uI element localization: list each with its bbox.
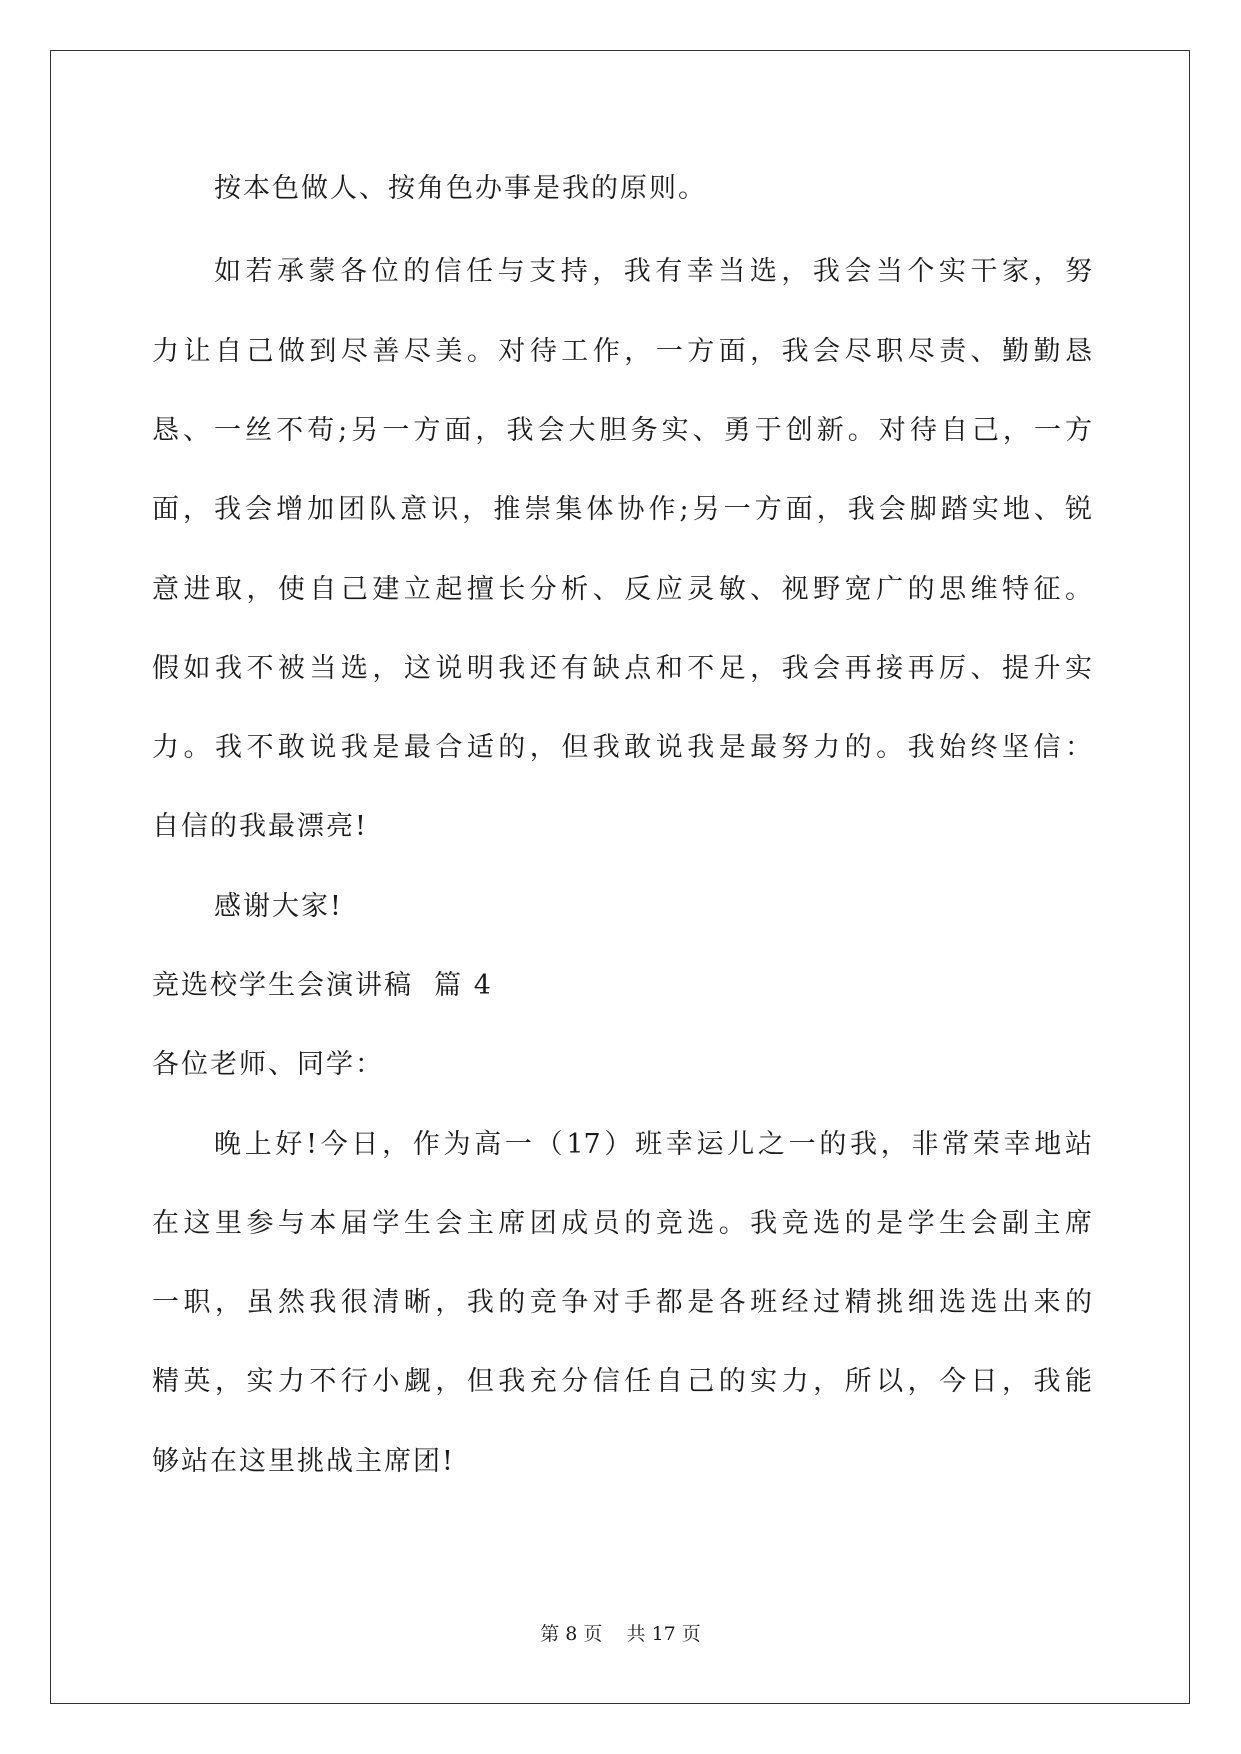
text-line: 力让自己做到尽善尽美。对待工作，一方面，我会尽职尽责、勤勤恳: [152, 336, 1092, 367]
text-line: 精英，实力不行小觑，但我充分信任自己的实力，所以，今日，我能: [152, 1366, 1092, 1397]
text-line: 一职，虽然我很清晰，我的竞争对手都是各班经过精挑细选选出来的: [152, 1287, 1092, 1318]
text-line: 在这里参与本届学生会主席团成员的竞选。我竞选的是学生会副主席: [152, 1208, 1092, 1239]
text-line: 按本色做人、按角色办事是我的原则。: [214, 173, 707, 204]
text-line: 面，我会增加团队意识，推崇集体协作;另一方面，我会脚踏实地、锐: [152, 494, 1092, 525]
text-line: 恳、一丝不苟;另一方面，我会大胆务实、勇于创新。对待自己，一方: [152, 415, 1092, 446]
text-line: 力。我不敢说我是最合适的，但我敢说我是最努力的。我始终坚信：: [152, 732, 1092, 763]
section-heading: 竞选校学生会演讲稿 篇 4: [152, 970, 493, 1001]
text-line: 假如我不被当选，这说明我还有缺点和不足，我会再接再厉、提升实: [152, 653, 1092, 684]
text-line: 够站在这里挑战主席团!: [152, 1446, 455, 1477]
text-line: 如若承蒙各位的信任与支持，我有幸当选，我会当个实干家，努: [214, 256, 1092, 287]
page-number-footer: 第 8 页 共 17 页: [540, 1623, 701, 1645]
text-line: 感谢大家!: [214, 891, 343, 922]
text-line: 自信的我最漂亮!: [152, 811, 368, 842]
salutation: 各位老师、同学：: [152, 1049, 384, 1080]
text-line: 晚上好!今日，作为高一（17）班幸运儿之一的我，非常荣幸地站: [214, 1129, 1092, 1160]
text-line: 意进取，使自己建立起擅长分析、反应灵敏、视野宽广的思维特征。: [152, 574, 1092, 605]
